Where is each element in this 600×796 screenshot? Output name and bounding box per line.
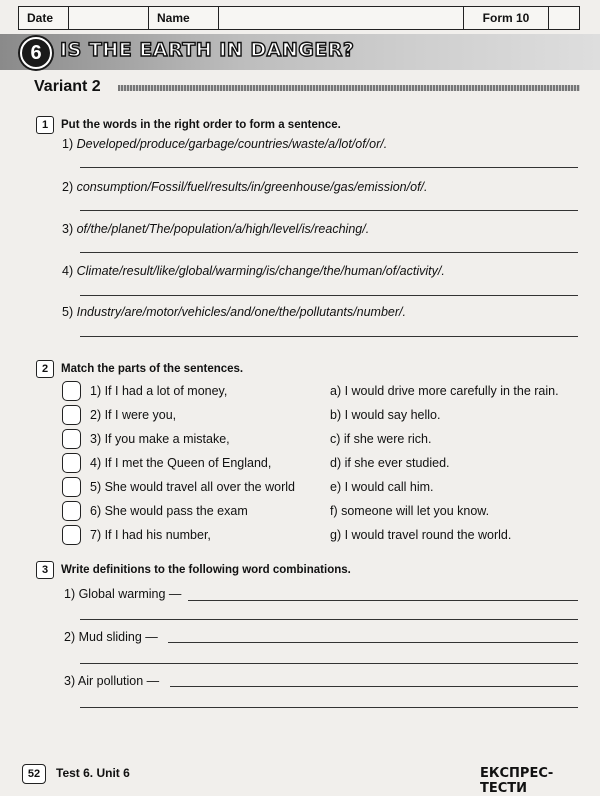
match-left-item: 1) If I had a lot of money,	[90, 384, 228, 398]
match-left-item: 5) She would travel all over the world	[90, 480, 295, 494]
task-1-instruction: Put the words in the right order to form a sentence.	[61, 119, 341, 131]
task-2-instruction: Match the parts of the sentences.	[61, 363, 244, 375]
answer-line[interactable]	[170, 686, 578, 687]
match-answer-box[interactable]	[62, 381, 81, 401]
task-3-instruction: Write definitions to the following word combinations.	[61, 564, 351, 576]
match-left-item: 2) If I were you,	[90, 408, 177, 422]
match-answer-box[interactable]	[62, 429, 81, 449]
answer-line[interactable]	[80, 336, 578, 337]
match-left-item: 7) If I had his number,	[90, 528, 211, 542]
match-answer-box[interactable]	[62, 501, 81, 521]
unit-title: IS THE EARTH IN DANGER?	[60, 39, 355, 61]
match-left-item: 3) If you make a mistake,	[90, 432, 230, 446]
answer-line[interactable]	[80, 252, 578, 253]
definition-item: 2) Mud sliding —	[64, 630, 158, 644]
match-answer-box[interactable]	[62, 453, 81, 473]
variant-rule	[118, 85, 580, 91]
form-field[interactable]	[549, 7, 579, 29]
match-right-item: d) if she ever studied.	[330, 456, 450, 470]
task-2-heading	[36, 360, 243, 378]
definition-item: 3) Air pollution —	[64, 674, 160, 688]
task-3-number: 3	[36, 561, 54, 579]
match-right-item: g) I would travel round the world.	[330, 528, 512, 542]
match-left-item: 6) She would pass the exam	[90, 504, 248, 518]
match-right-item: e) I would call him.	[330, 480, 434, 494]
task-1-item: 4) Climate/result/like/global/warming/is/change/the/human/of/activity/.	[62, 264, 445, 278]
header-table	[18, 6, 580, 30]
form-label: Form 10	[464, 7, 549, 29]
page-number: 52	[22, 764, 46, 784]
answer-line[interactable]	[168, 642, 578, 643]
task-1-item: 2) consumption/Fossil/fuel/results/in/greenhouse/gas/emission/of/.	[62, 180, 428, 194]
answer-line[interactable]	[80, 295, 578, 296]
match-answer-box[interactable]	[62, 477, 81, 497]
date-label: Date	[19, 7, 69, 29]
match-left-item: 4) If I met the Queen of England,	[90, 456, 272, 470]
match-right-item: a) I would drive more carefully in the rain.	[330, 384, 559, 398]
date-field[interactable]	[69, 7, 149, 29]
task-1-item: 5) Industry/are/motor/vehicles/and/one/the/pollutants/number/.	[62, 305, 406, 319]
footer-series: ЕКСПРЕС-ТЕСТИ	[480, 766, 554, 796]
unit-banner	[0, 34, 600, 70]
task-1-item: 1) Developed/produce/garbage/countries/waste/a/lot/of/or/.	[62, 137, 388, 151]
task-1-item: 3) of/the/planet/The/population/a/high/level/is/reaching/.	[62, 222, 370, 236]
footer-test-label: Test 6. Unit 6	[56, 766, 130, 780]
answer-line[interactable]	[80, 619, 578, 620]
answer-line[interactable]	[80, 210, 578, 211]
answer-line[interactable]	[80, 167, 578, 168]
variant-title: Variant 2	[34, 78, 101, 95]
match-answer-box[interactable]	[62, 405, 81, 425]
match-right-item: f) someone will let you know.	[330, 504, 490, 518]
task-1-heading	[36, 116, 341, 134]
match-answer-box[interactable]	[62, 525, 81, 545]
name-label: Name	[149, 7, 219, 29]
answer-line[interactable]	[80, 707, 578, 708]
answer-line[interactable]	[188, 600, 578, 601]
task-2-number: 2	[36, 360, 54, 378]
definition-item: 1) Global warming —	[64, 587, 182, 601]
answer-line[interactable]	[80, 663, 578, 664]
name-field[interactable]	[219, 7, 464, 29]
match-right-item: c) if she were rich.	[330, 432, 432, 446]
match-right-item: b) I would say hello.	[330, 408, 441, 422]
task-1-number: 1	[36, 116, 54, 134]
task-3-heading	[36, 561, 351, 579]
unit-number: 6	[20, 37, 52, 69]
